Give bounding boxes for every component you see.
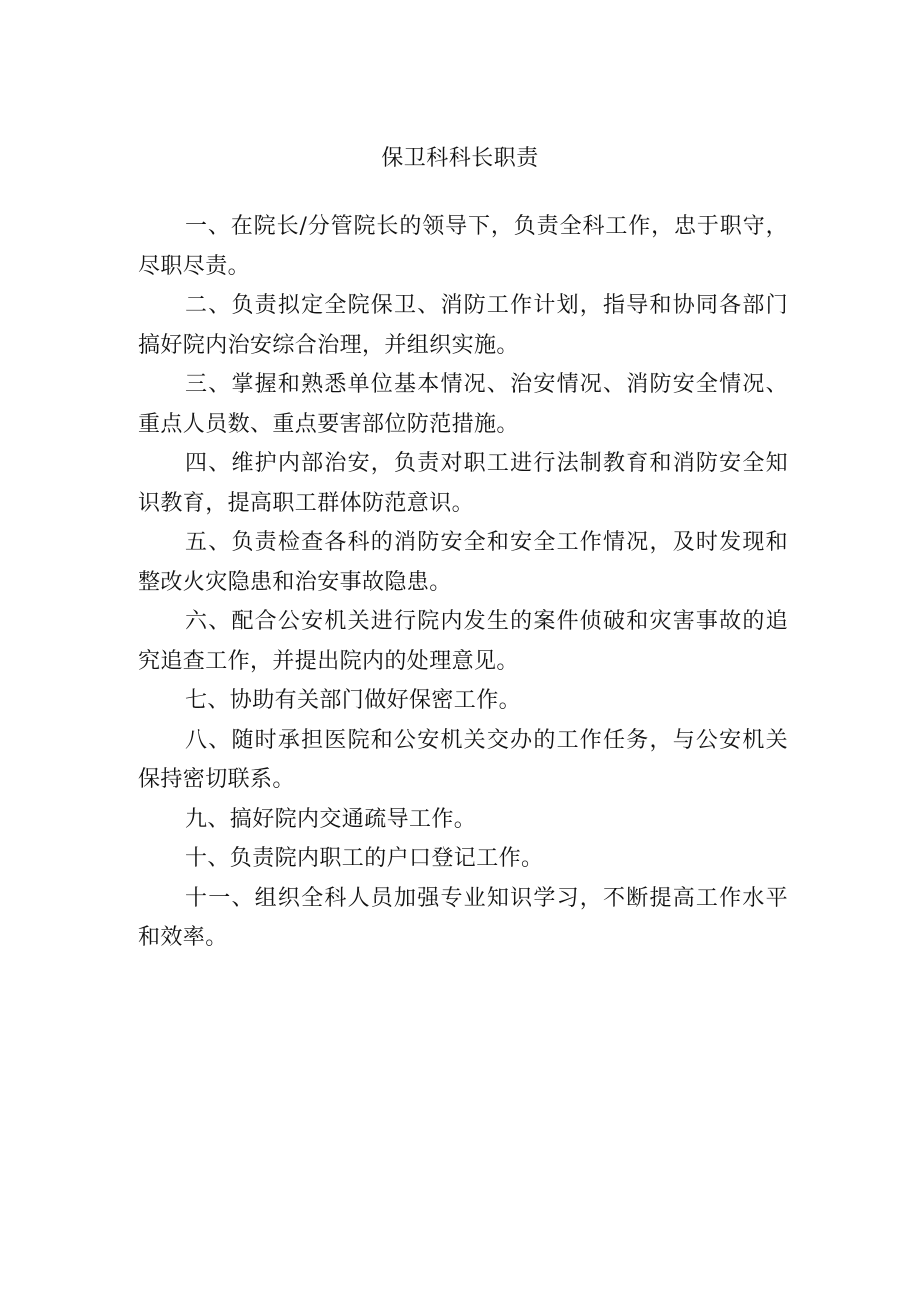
duty-item-7: 七、协助有关部门做好保密工作。 bbox=[185, 688, 522, 713]
duty-item-4: 四、维护内部治安，负责对职工进行法制教育和消防安全知识教育，提高职工群体防范意识。 bbox=[138, 451, 788, 516]
duty-item-3: 三、掌握和熟悉单位基本情况、治安情况、消防安全情况、重点人员数、重点要害部位防范措施。 bbox=[138, 372, 788, 437]
duty-item-5: 五、负责检查各科的消防安全和安全工作情况，及时发现和整改火灾隐患和治安事故隐患。 bbox=[138, 530, 788, 595]
duty-item-1: 一、在院长/分管院长的领导下，负责全科工作，忠于职守，尽职尽责。 bbox=[138, 214, 788, 279]
document-title: 保卫科科长职责 bbox=[381, 146, 539, 171]
duty-item-11: 十一、组织全科人员加强专业知识学习，不断提高工作水平和效率。 bbox=[138, 885, 788, 950]
document-body bbox=[138, 207, 788, 958]
duty-item-2: 二、负责拟定全院保卫、消防工作计划，指导和协同各部门搞好院内治安综合治理，并组织实施。 bbox=[138, 293, 788, 358]
duty-item-9: 九、搞好院内交通疏导工作。 bbox=[185, 806, 477, 832]
duty-item-10: 十、负责院内职工的户口登记工作。 bbox=[185, 846, 544, 871]
duty-item-6: 六、配合公安机关进行院内发生的案件侦破和灾害事故的追究追查工作，并提出院内的处理意见。 bbox=[138, 609, 788, 674]
duty-item-8: 八、随时承担医院和公安机关交办的工作任务，与公安机关保持密切联系。 bbox=[138, 727, 788, 792]
